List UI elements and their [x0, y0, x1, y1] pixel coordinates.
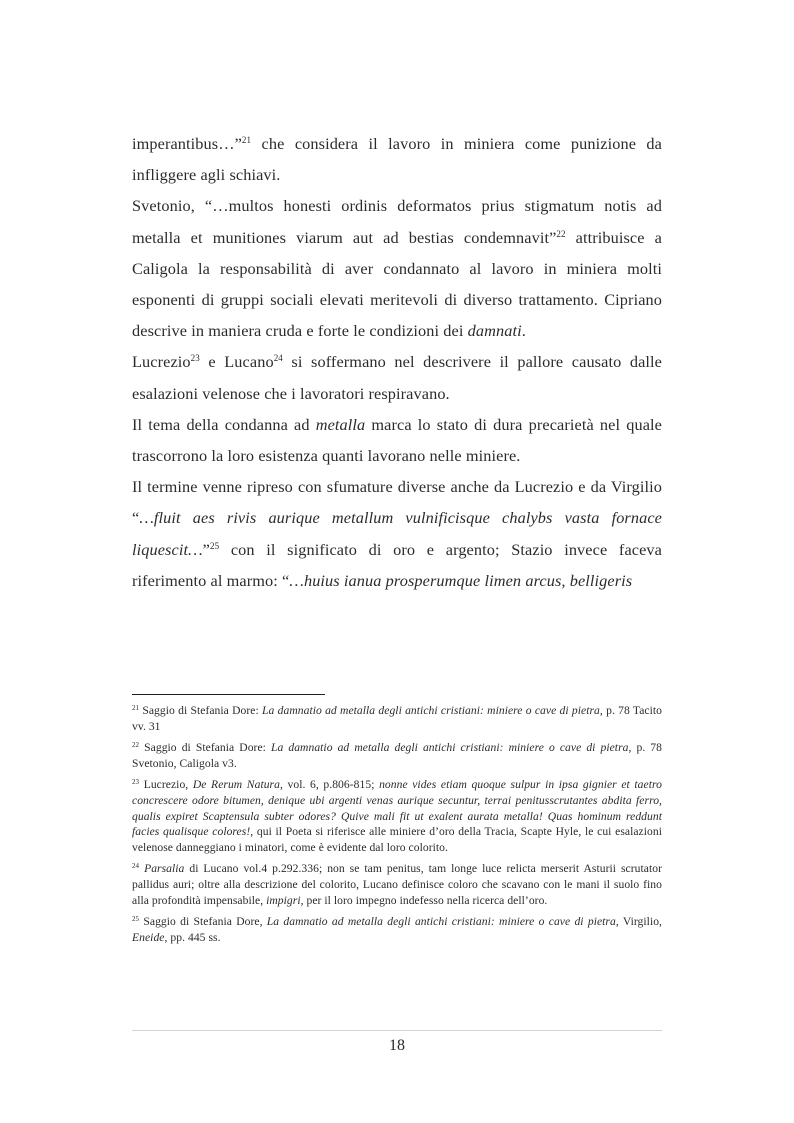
text-run: imperantibus…”	[132, 134, 242, 153]
text-run: Lucrezio,	[139, 778, 193, 792]
footnote	[132, 777, 662, 855]
italic-text: metalla	[315, 414, 366, 434]
text-run: , vol. 6, p.806-815;	[279, 778, 380, 792]
text-run: Il termine venne ripreso con sfumature diverse anche da Lucrezio e da Virgilio “	[132, 477, 662, 528]
italic-text: La damnatio ad metalla degli antichi cristiani: miniere o cave di pietra	[270, 741, 629, 755]
footnote-separator	[132, 694, 325, 695]
text-run: Svetonio, “…multos honesti ordinis deformatos prius stigmatum notis ad metalla et munitiones viarum aut ad bestias condemnavit”	[132, 196, 662, 247]
italic-text: La damnatio ad metalla degli antichi cristiani: miniere o cave di pietra	[262, 704, 600, 717]
italic-text: Parsalia	[144, 862, 185, 876]
italic-text: impigri	[266, 893, 301, 907]
text-run: , per il loro impegno indefesso nella ricerca dell’oro.	[300, 893, 548, 907]
body-paragraph	[132, 190, 662, 346]
body-paragraph	[132, 409, 662, 471]
text-run: Saggio di Stefania Dore:	[139, 741, 271, 755]
italic-text: …huius ianua prosperumque limen arcus, belligeris	[289, 570, 633, 590]
text-run: di Lucano vol.4 p.292.336; non se tam penitus, tam longe luce relicta merserit Asturii scrutator pallidus auri; oltre alla descrizione del colorito, Lucano definisce coloro che scavano con le mani il suolo fino alla profondità impensabile,	[132, 862, 662, 907]
text-run: Lucrezio	[132, 352, 191, 372]
text-run: attribuisce a Caligola la responsabilità di aver condannato al lavoro in miniera molti esponenti di gruppi sociali elevati meritevoli di diverso trattamento. Cipriano descrive in maniera cruda e forte le condizioni dei	[132, 227, 662, 341]
footnote-ref: 25	[132, 915, 140, 924]
footnote-ref: 22	[132, 741, 140, 750]
text-run: con il significato di oro e argento; Stazio invece faceva riferimento al marmo: “	[132, 539, 662, 590]
text-run: che considera il lavoro in miniera come punizione da infliggere agli schiavi.	[132, 134, 662, 185]
footnote-ref: 23	[132, 778, 140, 787]
text-run: e Lucano	[199, 352, 274, 372]
body-paragraph	[132, 471, 662, 596]
text-run: Il tema della condanna ad	[132, 414, 316, 434]
italic-text: …fluit aes rivis aurique metallum vulnificisque chalybs vasta fornace liquescit…	[132, 508, 662, 559]
body-paragraph	[132, 346, 662, 408]
footnote-ref: 24	[273, 353, 283, 364]
footnote-ref: 22	[556, 228, 566, 239]
italic-text: De Rerum Natura	[192, 778, 280, 792]
text-run: Saggio di Stefania Dore:	[139, 704, 263, 717]
footnote	[132, 861, 662, 908]
text-run: marca lo stato di dura precarietà nel quale trascorrono la loro esistenza quanti lavorano nelle miniere.	[132, 414, 663, 466]
text-run: , p. 78 Svetonio, Caligola v3.	[132, 741, 662, 770]
text-run: , Virgilio,	[615, 915, 663, 929]
footer-divider	[132, 1030, 662, 1031]
text-run: , qui il Poeta si riferisce alle miniere d’oro della Tracia, Scapte Hyle, le cui esalazioni velenose danneggiano i minatori, come è evidente dal loro colorito.	[132, 825, 662, 854]
footnote-ref: 24	[132, 862, 140, 871]
page-number: 18	[389, 1037, 405, 1054]
italic-text: nonne vides etiam quoque sulpur in ipsa gignier et taetro concrescere odore bitumen, denique ubi argenti venas aurique secuntur, terrai penitusscrutantes abdita ferro, qualis expiret Scaptensula subter odores? Quive mali fit ut exalent aurata metalla! Quas hominum reddunt facies qualisque colores!	[132, 778, 662, 839]
footnote	[132, 703, 662, 734]
text-run: , pp. 445 ss.	[164, 930, 221, 944]
footnote-ref: 23	[190, 353, 200, 364]
footnote-ref: 21	[132, 704, 140, 712]
footnote-ref: 21	[241, 135, 252, 145]
body-text	[132, 128, 662, 596]
footnotes	[132, 703, 662, 951]
text-run: , p. 78 Tacito vv. 31	[132, 704, 662, 733]
body-paragraph	[132, 128, 662, 190]
text-run: ”	[202, 539, 210, 559]
text-run: Saggio di Stefania Dore,	[139, 915, 267, 929]
text-run: si soffermano nel descrivere il pallore causato dalle esalazioni velenose che i lavoratori respiravano.	[132, 352, 662, 403]
footnote	[132, 914, 662, 945]
footnote	[132, 740, 662, 771]
italic-text: La damnatio ad metalla degli antichi cristiani: miniere o cave di pietra	[266, 915, 616, 929]
italic-text: Eneide	[132, 930, 165, 944]
text-run: .	[521, 321, 526, 341]
italic-text: damnati	[467, 321, 522, 341]
footnote-ref: 25	[209, 540, 220, 551]
